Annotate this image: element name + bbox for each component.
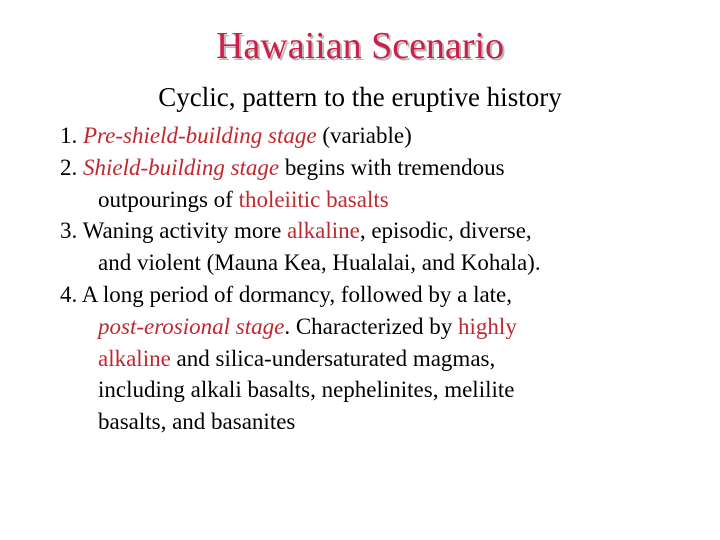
slide-subtitle: Cyclic, pattern to the eruptive history xyxy=(158,82,562,112)
item-text: including alkali basalts, nephelinites, melilite xyxy=(98,377,515,403)
item-text: and silica-undersaturated magmas, xyxy=(170,345,496,371)
item-text: alkaline xyxy=(98,345,171,371)
item-number: 2. xyxy=(60,154,83,180)
item-text: post-erosional stage xyxy=(98,313,285,339)
list-item-2 xyxy=(60,152,710,216)
slide-title: Hawaiian Scenario xyxy=(215,25,505,67)
item-text: Waning activity more xyxy=(82,218,288,244)
item-number: 1. xyxy=(60,123,83,148)
item-text: Shield-building stage xyxy=(83,154,280,180)
item-number: 4. xyxy=(60,281,82,307)
stage-list xyxy=(60,120,710,438)
item-text: tholeiitic basalts xyxy=(238,186,389,212)
item-text: (variable) xyxy=(316,123,412,148)
item-text: begins with tremendous xyxy=(279,154,505,180)
item-text: alkaline xyxy=(287,218,360,244)
item-text: outpourings of xyxy=(98,186,239,212)
list-item-1 xyxy=(60,120,710,152)
list-item-3 xyxy=(60,215,710,279)
item-text: A long period of dormancy, followed by a late, xyxy=(81,281,513,307)
item-text: , episodic, diverse, xyxy=(359,218,532,244)
item-number: 3. xyxy=(60,218,83,244)
item-text: Pre-shield-building stage xyxy=(83,123,317,148)
item-text: highly xyxy=(458,313,517,339)
item-text: . Characterized by xyxy=(284,313,459,339)
list-item-4 xyxy=(60,279,710,438)
item-text: basalts, and basanites xyxy=(98,409,296,435)
item-text: and violent (Mauna Kea, Hualalai, and Kohala). xyxy=(98,250,541,276)
